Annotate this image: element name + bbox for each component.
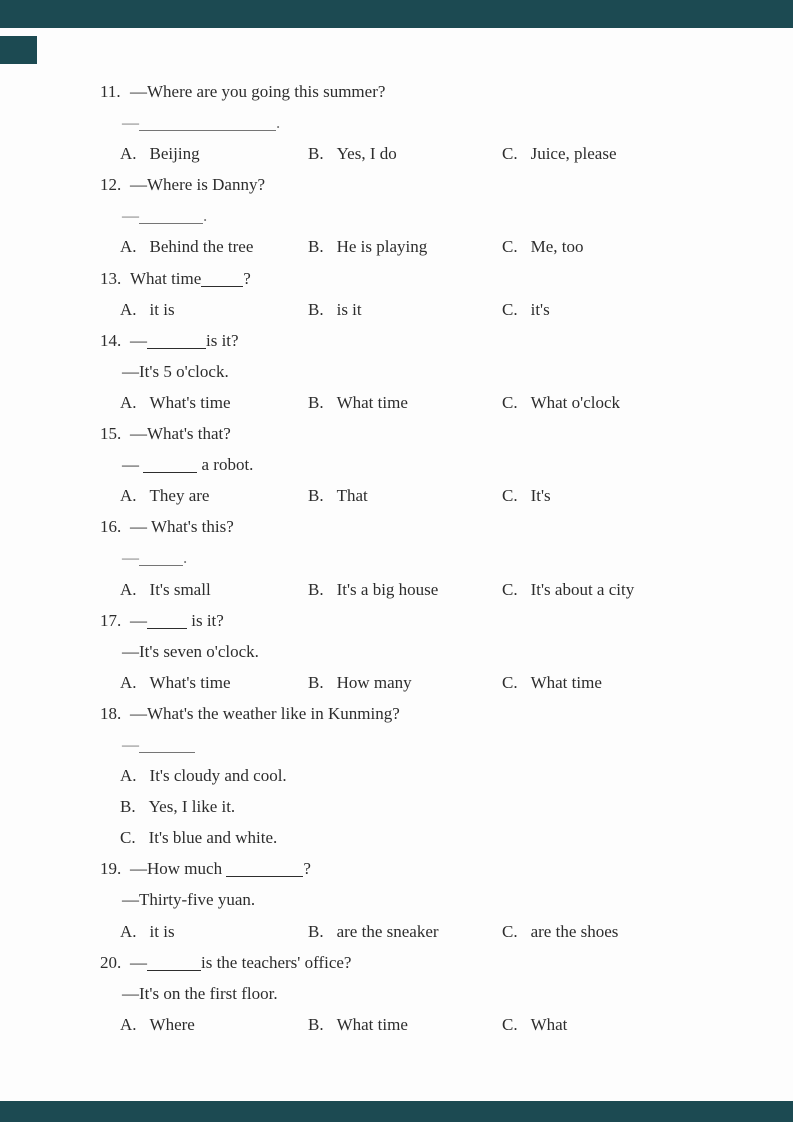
- option-text: are the sneaker: [336, 921, 439, 941]
- stem-text: [130, 325, 239, 356]
- reply-text: [122, 978, 278, 1009]
- options-row: [0, 387, 793, 418]
- text-segment: .: [276, 113, 281, 133]
- text-segment: is it?: [187, 610, 224, 630]
- question-number: 12.: [100, 175, 122, 195]
- reply-text: [122, 542, 187, 573]
- text-segment: What time: [130, 268, 202, 288]
- option-letter: B.: [308, 921, 324, 941]
- reply-line: [0, 729, 793, 760]
- option: [120, 1009, 195, 1040]
- option-letter: A.: [120, 921, 137, 941]
- option-text: What time: [530, 672, 602, 692]
- options-row: [0, 667, 793, 698]
- text-segment: —: [122, 548, 139, 568]
- option: [120, 231, 253, 262]
- option-letter: C.: [502, 921, 518, 941]
- option-text: He is playing: [336, 237, 428, 257]
- option-letter: B.: [120, 797, 136, 817]
- options-row: [0, 294, 793, 325]
- option-letter: C.: [120, 828, 136, 848]
- option-text: What o'clock: [530, 392, 621, 412]
- option-letter: A.: [120, 237, 137, 257]
- reply-line: [0, 542, 793, 573]
- reply-text: [122, 449, 253, 480]
- question-stem: [0, 169, 793, 200]
- option-text: Juice, please: [530, 144, 617, 164]
- option-row: [0, 760, 793, 791]
- question-stem: [0, 511, 793, 542]
- options-row: [0, 138, 793, 169]
- option-letter: A.: [120, 579, 137, 599]
- text-segment: —Where are you going this summer?: [130, 82, 386, 101]
- option: [120, 574, 211, 605]
- option: [120, 822, 277, 853]
- option-letter: A.: [120, 299, 137, 319]
- stem-text: [130, 169, 265, 200]
- option-row: [0, 822, 793, 853]
- option: [502, 667, 602, 698]
- question-number: 13.: [100, 268, 122, 288]
- option: [502, 138, 617, 169]
- option: [120, 760, 287, 791]
- top-bar: [0, 0, 793, 28]
- options-row: [0, 1009, 793, 1040]
- option-text: Beijing: [149, 144, 200, 164]
- option-letter: A.: [120, 392, 137, 412]
- question-stem: [0, 325, 793, 356]
- option: [308, 574, 438, 605]
- option: [502, 294, 550, 325]
- stem-text: [130, 853, 311, 884]
- reply-line: [0, 356, 793, 387]
- option-text: is it: [336, 299, 362, 319]
- answer-blank: [201, 285, 243, 287]
- option-text: They are: [149, 486, 210, 506]
- text-segment: —: [122, 113, 139, 133]
- question-number: 17.: [100, 610, 122, 630]
- option: [308, 138, 397, 169]
- text-segment: .: [203, 206, 208, 226]
- option-text: It's small: [149, 579, 211, 599]
- option-letter: B.: [308, 1014, 324, 1034]
- text-segment: —: [130, 330, 147, 350]
- option-text: How many: [336, 672, 412, 692]
- stem-text: [130, 418, 231, 449]
- question-number: 16.: [100, 517, 122, 537]
- text-segment: —Where is Danny?: [130, 175, 266, 195]
- reply-line: [0, 636, 793, 667]
- answer-blank: [139, 564, 183, 566]
- text-segment: —What's the weather like in Kunming?: [130, 703, 400, 723]
- option-text: it is: [149, 921, 175, 941]
- option-letter: A.: [120, 766, 137, 786]
- option: [308, 480, 368, 511]
- option-text: Me, too: [530, 237, 584, 257]
- option: [120, 294, 175, 325]
- reply-text: [122, 107, 280, 138]
- question-stem: [0, 76, 793, 107]
- option-text: It's cloudy and cool.: [149, 766, 287, 786]
- option: [308, 667, 412, 698]
- reply-line: [0, 107, 793, 138]
- options-row: [0, 231, 793, 262]
- reply-text: [122, 636, 259, 667]
- option-letter: C.: [502, 1014, 518, 1034]
- option-letter: A.: [120, 1014, 137, 1034]
- options-row: [0, 916, 793, 947]
- text-segment: —: [130, 610, 147, 630]
- option: [502, 480, 551, 511]
- stem-text: [130, 76, 385, 107]
- question-number: 14.: [100, 330, 122, 350]
- stem-text: [130, 947, 351, 978]
- option-letter: C.: [502, 144, 518, 164]
- text-segment: ?: [243, 268, 251, 288]
- top-left-square: [0, 36, 37, 64]
- reply-line: [0, 200, 793, 231]
- text-segment: —: [122, 455, 144, 475]
- option-text: Behind the tree: [149, 237, 254, 257]
- option-text: It's: [530, 486, 551, 506]
- text-segment: —Thirty-five yuan.: [122, 890, 256, 910]
- option-letter: B.: [308, 486, 324, 506]
- option: [502, 1009, 567, 1040]
- text-segment: —It's on the first floor.: [122, 983, 278, 1003]
- text-segment: —It's seven o'clock.: [122, 641, 259, 661]
- option-text: What's time: [149, 392, 231, 412]
- option: [120, 667, 231, 698]
- option: [120, 138, 200, 169]
- answer-blank: [139, 129, 276, 131]
- answer-blank: [139, 751, 195, 753]
- reply-text: [122, 200, 207, 231]
- option-letter: A.: [120, 486, 137, 506]
- option-text: Yes, I like it.: [148, 797, 236, 817]
- option-text: That: [336, 486, 368, 506]
- text-segment: —How much: [130, 859, 227, 879]
- question-number: 20.: [100, 952, 122, 972]
- answer-blank: [143, 471, 197, 473]
- question-number: 18.: [100, 703, 122, 723]
- reply-line: [0, 978, 793, 1009]
- stem-text: [130, 511, 234, 542]
- options-row: [0, 574, 793, 605]
- question-number: 19.: [100, 859, 122, 879]
- text-segment: —: [130, 952, 147, 972]
- question-stem: [0, 698, 793, 729]
- option-letter: A.: [120, 144, 137, 164]
- option-letter: C.: [502, 486, 518, 506]
- reply-text: [122, 884, 255, 915]
- option-letter: B.: [308, 299, 324, 319]
- answer-blank: [226, 875, 303, 877]
- option-text: It's blue and white.: [148, 828, 278, 848]
- option-text: it is: [149, 299, 175, 319]
- question-stem: [0, 418, 793, 449]
- option-text: It's a big house: [336, 579, 439, 599]
- option: [308, 387, 408, 418]
- option: [120, 387, 231, 418]
- options-row: [0, 480, 793, 511]
- option-text: What: [530, 1014, 568, 1034]
- option-letter: C.: [502, 579, 518, 599]
- reply-text: [122, 356, 229, 387]
- option: [120, 916, 175, 947]
- answer-blank: [147, 347, 206, 349]
- question-stem: [0, 263, 793, 294]
- option-text: Yes, I do: [336, 144, 397, 164]
- option: [308, 294, 362, 325]
- option: [502, 387, 620, 418]
- option: [502, 231, 583, 262]
- reply-line: [0, 884, 793, 915]
- option: [308, 231, 427, 262]
- option-text: Where: [149, 1014, 195, 1034]
- option-letter: B.: [308, 237, 324, 257]
- bottom-bar: [0, 1101, 793, 1122]
- option-row: [0, 791, 793, 822]
- text-segment: a robot.: [197, 455, 254, 475]
- reply-text: [122, 729, 195, 760]
- question-number: 11.: [100, 82, 121, 101]
- question-stem: [0, 853, 793, 884]
- text-segment: is it?: [206, 330, 239, 350]
- option: [120, 480, 209, 511]
- option: [120, 791, 235, 822]
- text-segment: is the teachers' office?: [201, 952, 352, 972]
- text-segment: —: [122, 734, 139, 754]
- option: [502, 574, 634, 605]
- text-segment: ?: [303, 859, 311, 879]
- option-letter: B.: [308, 672, 324, 692]
- question-stem: [0, 605, 793, 636]
- option: [308, 916, 439, 947]
- answer-blank: [139, 222, 203, 224]
- stem-text: [130, 605, 224, 636]
- answer-blank: [147, 969, 201, 971]
- option-letter: B.: [308, 392, 324, 412]
- option-letter: C.: [502, 299, 518, 319]
- option-letter: B.: [308, 144, 324, 164]
- text-segment: —What's that?: [130, 424, 231, 444]
- option-text: What time: [336, 392, 408, 412]
- reply-line: [0, 449, 793, 480]
- option-text: It's about a city: [530, 579, 635, 599]
- option-letter: C.: [502, 672, 518, 692]
- option-letter: C.: [502, 237, 518, 257]
- option: [502, 916, 618, 947]
- option-text: are the shoes: [530, 921, 619, 941]
- option-letter: B.: [308, 579, 324, 599]
- answer-blank: [147, 627, 187, 629]
- stem-text: [130, 698, 400, 729]
- question-stem: [0, 947, 793, 978]
- stem-text: [130, 263, 251, 294]
- text-segment: .: [183, 548, 188, 568]
- text-segment: —It's 5 o'clock.: [122, 361, 229, 381]
- option-letter: A.: [120, 672, 137, 692]
- option-text: it's: [530, 299, 550, 319]
- question-list: [0, 76, 793, 1040]
- text-segment: —: [122, 206, 139, 226]
- option-letter: C.: [502, 392, 518, 412]
- question-number: 15.: [100, 424, 122, 444]
- option: [308, 1009, 408, 1040]
- text-segment: — What's this?: [130, 517, 234, 537]
- option-text: What's time: [149, 672, 231, 692]
- option-text: What time: [336, 1014, 408, 1034]
